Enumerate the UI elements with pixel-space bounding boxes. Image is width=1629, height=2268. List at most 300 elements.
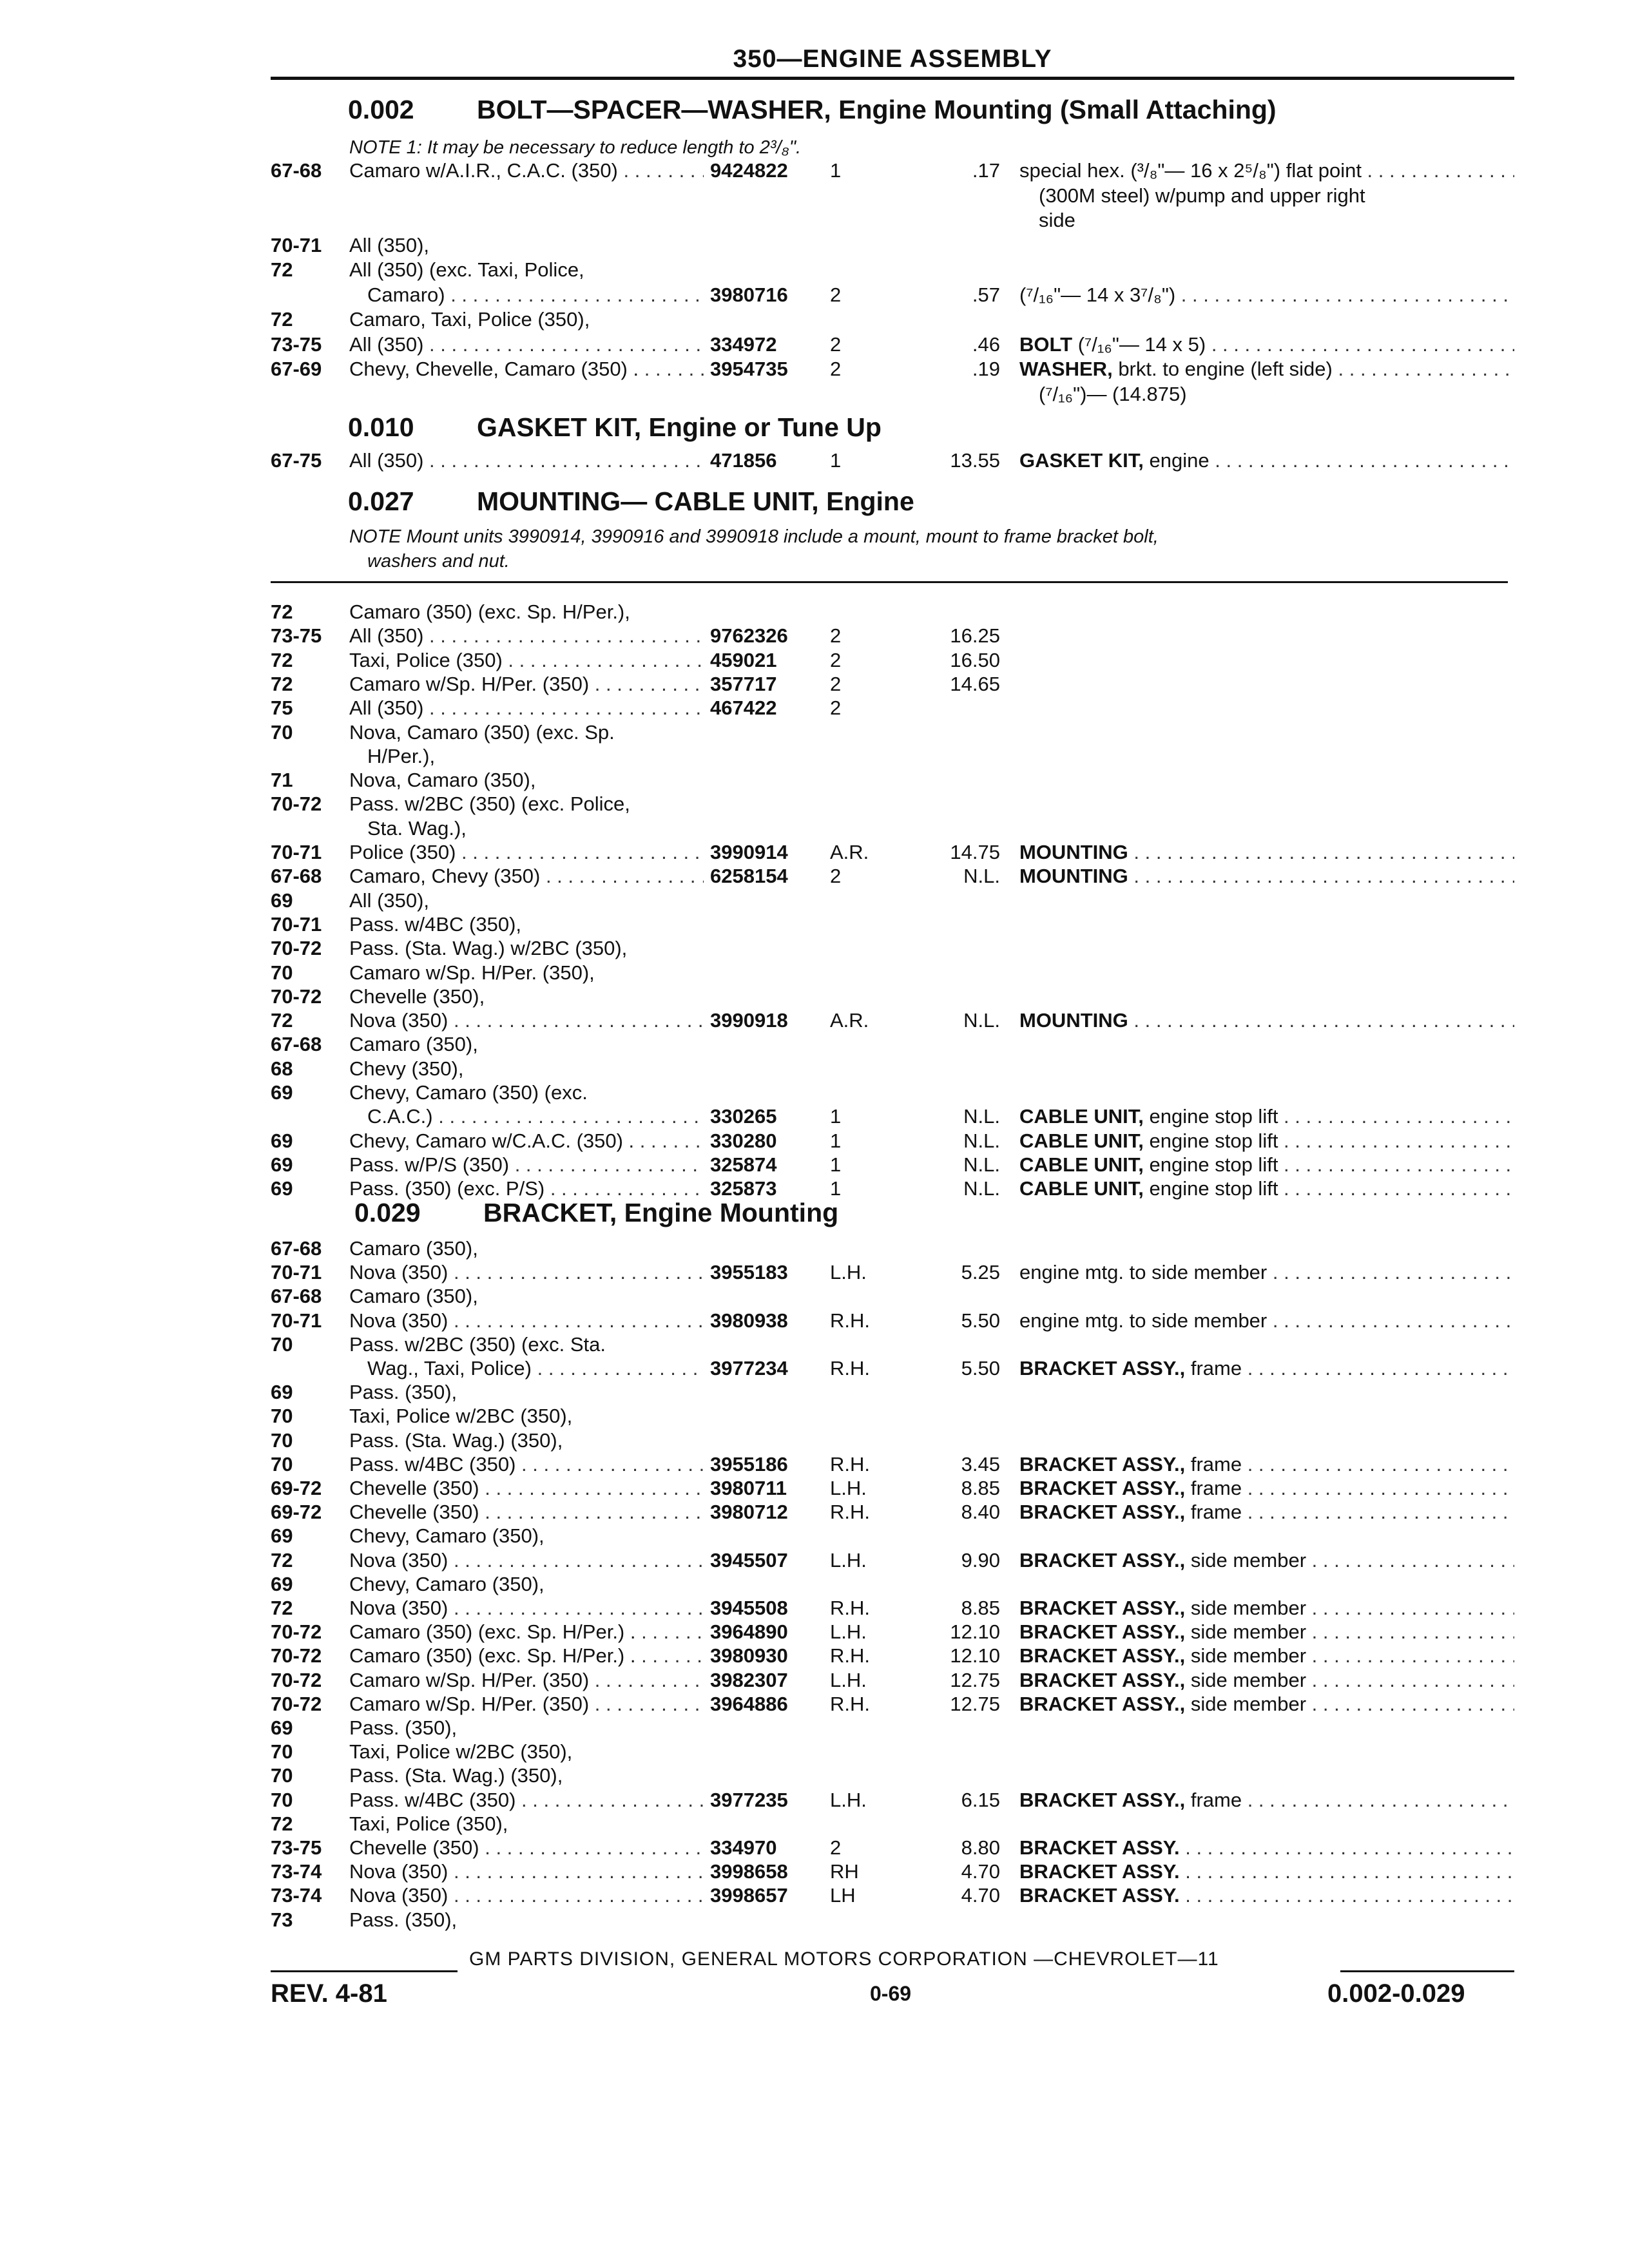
- model-year: 67-68: [271, 865, 322, 888]
- model-year: 70-72: [271, 1620, 322, 1644]
- part-number: 3977235: [710, 1788, 788, 1811]
- table-row: [271, 865, 1514, 889]
- table-row: [271, 1884, 1514, 1908]
- application-desc: Chevelle (350) . . .: [349, 1836, 704, 1860]
- remark: [1019, 1153, 1514, 1177]
- model-year: 71: [271, 769, 293, 792]
- remark-text: frame: [1190, 1452, 1242, 1475]
- price: N.L.: [963, 1153, 1000, 1176]
- application-desc: Taxi, Police (350),: [349, 1812, 508, 1835]
- page-range: 0.002-0.029: [1327, 1979, 1465, 2008]
- remark: [1019, 1860, 1514, 1883]
- application-desc: Pass. (350),: [349, 1381, 458, 1404]
- price: 13.55: [950, 449, 1000, 472]
- table-row: [271, 308, 1514, 332]
- application-desc: Nova (350) . . .: [349, 1597, 704, 1620]
- price: 14.65: [950, 672, 1000, 695]
- section-note: NOTE 1: It may be necessary to reduce length to 2³/₈".: [349, 137, 802, 158]
- quantity: A.R.: [830, 1009, 869, 1032]
- model-year: 70-71: [271, 841, 322, 863]
- page-title: 350—ENGINE ASSEMBLY: [733, 45, 1052, 73]
- quantity: 2: [830, 624, 842, 648]
- model-year: 72: [271, 672, 293, 695]
- application-desc: All (350) . . .: [349, 697, 704, 720]
- price: 5.50: [961, 1357, 1000, 1379]
- application-desc: Pass. (Sta. Wag.) w/2BC (350),: [349, 937, 628, 960]
- table-row: [271, 1764, 1514, 1788]
- model-year: 72: [271, 601, 293, 623]
- remark: [1019, 284, 1514, 307]
- remark-name: BRACKET ASSY.,: [1019, 1548, 1186, 1571]
- part-number: 3964890: [710, 1620, 788, 1644]
- part-number: 3977234: [710, 1357, 788, 1379]
- remark-continuation: (300M steel) w/pump and upper right: [1039, 184, 1365, 207]
- remark-name: BRACKET ASSY.,: [1019, 1501, 1186, 1524]
- quantity: R.H.: [830, 1452, 870, 1475]
- table-row: [271, 333, 1514, 357]
- application-desc: Pass. (350),: [349, 1908, 458, 1931]
- part-number: 9424822: [710, 159, 788, 182]
- table-row: [271, 913, 1514, 937]
- quantity: 2: [830, 283, 842, 306]
- remark-name: CABLE UNIT,: [1019, 1153, 1144, 1176]
- model-year: 73-75: [271, 1836, 322, 1859]
- application-desc: All (350),: [349, 233, 430, 256]
- application-desc: Pass. (350) (exc. P/S) . . .: [349, 1177, 704, 1200]
- application-desc: Camaro w/Sp. H/Per. (350),: [349, 961, 595, 984]
- price: N.L.: [963, 1177, 1000, 1200]
- quantity: L.H.: [830, 1477, 867, 1499]
- model-year: 73-74: [271, 1884, 322, 1907]
- application-desc: Wag., Taxi, Police) . . .: [367, 1357, 704, 1380]
- part-number: 471856: [710, 449, 777, 472]
- remark-name: BRACKET ASSY.,: [1019, 1692, 1186, 1715]
- table-row: [271, 1740, 1514, 1764]
- part-number: 3998658: [710, 1860, 788, 1883]
- application-desc: Camaro (350),: [349, 1285, 478, 1308]
- part-number: 6258154: [710, 865, 788, 888]
- application-desc: Pass. w/P/S (350) . . .: [349, 1153, 704, 1177]
- application-desc: All (350) . . .: [349, 624, 704, 648]
- part-number: 3982307: [710, 1668, 788, 1691]
- price: 8.40: [961, 1501, 1000, 1524]
- remark: [1019, 1009, 1514, 1032]
- model-year: 70-72: [271, 1668, 322, 1691]
- price: 6.15: [961, 1788, 1000, 1811]
- application-desc: Camaro w/Sp. H/Per. (350) . . .: [349, 673, 704, 696]
- application-desc: Pass. w/2BC (350) (exc. Sta.: [349, 1332, 606, 1356]
- price: 4.70: [961, 1884, 1000, 1907]
- price: N.L.: [963, 1105, 1000, 1128]
- quantity: 1: [830, 449, 842, 472]
- part-number: 325873: [710, 1177, 777, 1200]
- model-year: 70-72: [271, 985, 322, 1008]
- price: 12.75: [950, 1668, 1000, 1691]
- section-heading: [354, 1198, 838, 1228]
- quantity: 2: [830, 697, 842, 720]
- table-row: [271, 985, 1514, 1009]
- remark: [1019, 1789, 1514, 1812]
- table-row: [271, 1237, 1514, 1261]
- application-desc: Camaro (350),: [349, 1033, 478, 1056]
- table-row: [271, 1501, 1514, 1524]
- quantity: 1: [830, 1105, 842, 1128]
- remark-name: BRACKET ASSY.,: [1019, 1620, 1186, 1644]
- remark-text: side member: [1190, 1644, 1307, 1667]
- quantity: R.H.: [830, 1501, 870, 1524]
- application-desc: All (350) (exc. Taxi, Police,: [349, 258, 584, 281]
- remark-continuation: side: [1039, 209, 1075, 231]
- application-desc: Pass. w/4BC (350),: [349, 912, 522, 936]
- remark-name: BRACKET ASSY.,: [1019, 1788, 1186, 1811]
- part-number: 3980711: [710, 1477, 787, 1499]
- remark-name: BRACKET ASSY.,: [1019, 1452, 1186, 1475]
- remark-text: engine: [1149, 449, 1210, 472]
- remark: [1019, 333, 1514, 356]
- application-desc: Chevy (350),: [349, 1057, 464, 1080]
- model-year: 67-75: [271, 449, 322, 472]
- quantity: R.H.: [830, 1357, 870, 1379]
- quantity: 1: [830, 1177, 842, 1200]
- price: 12.10: [950, 1620, 1000, 1644]
- quantity: 1: [830, 1129, 842, 1152]
- remark-text: engine stop lift: [1149, 1129, 1278, 1152]
- quantity: 1: [830, 159, 842, 182]
- application-desc: Taxi, Police (350) . . .: [349, 649, 704, 672]
- model-year: 73-74: [271, 1860, 322, 1883]
- table-row: [271, 1381, 1514, 1405]
- price: .57: [972, 283, 1000, 306]
- remark: [1019, 1836, 1514, 1860]
- section-number: 0.010: [348, 412, 414, 442]
- price: .46: [972, 332, 1000, 356]
- model-year: 70: [271, 961, 293, 984]
- table-row: [271, 1261, 1514, 1285]
- footer-publisher: GM PARTS DIVISION, GENERAL MOTORS CORPORATION —CHEVROLET—11: [469, 1948, 1219, 1970]
- part-number: 325874: [710, 1153, 777, 1176]
- price: 16.50: [950, 648, 1000, 671]
- price: .17: [972, 159, 1000, 182]
- model-year: 69: [271, 1129, 293, 1152]
- remark-name: CABLE UNIT,: [1019, 1177, 1144, 1200]
- price: 8.85: [961, 1597, 1000, 1619]
- application-desc: Taxi, Police w/2BC (350),: [349, 1740, 573, 1763]
- remark-text: frame: [1190, 1477, 1242, 1499]
- application-desc: Chevy, Camaro (350) (exc.: [349, 1081, 588, 1104]
- remark-text: (⁷/₁₆"— 14 x 3⁷/₈"): [1019, 283, 1176, 306]
- remark-text: side member: [1190, 1692, 1307, 1715]
- table-row: [271, 1836, 1514, 1860]
- model-year: 72: [271, 308, 293, 331]
- price: N.L.: [963, 865, 1000, 888]
- model-year: 70-72: [271, 1692, 322, 1715]
- table-row: [271, 1357, 1514, 1381]
- remark-name: CABLE UNIT,: [1019, 1105, 1144, 1128]
- section-title: MOUNTING— CABLE UNIT, Engine: [477, 486, 914, 516]
- application-desc: Nova (350) . . .: [349, 1549, 704, 1572]
- table-row: [271, 1477, 1514, 1501]
- application-desc: Camaro, Chevy (350) . . .: [349, 865, 704, 888]
- table-row: [271, 601, 1514, 624]
- remark-name: GASKET KIT,: [1019, 449, 1144, 472]
- remark-text: engine stop lift: [1149, 1105, 1278, 1128]
- remark: [1019, 1501, 1514, 1524]
- model-year: 67-68: [271, 1285, 322, 1308]
- remark: [1019, 449, 1514, 472]
- table-row: [271, 673, 1514, 697]
- quantity: L.H.: [830, 1668, 867, 1691]
- model-year: 69: [271, 1524, 293, 1548]
- table-row: [271, 697, 1514, 720]
- model-year: 70-72: [271, 793, 322, 816]
- price: N.L.: [963, 1129, 1000, 1152]
- remark-name: CABLE UNIT,: [1019, 1129, 1144, 1152]
- application-desc: Camaro (350) (exc. Sp. H/Per.) . . . .: [349, 1644, 704, 1667]
- price: 5.50: [961, 1309, 1000, 1332]
- table-row: [271, 1153, 1514, 1177]
- section-title: GASKET KIT, Engine or Tune Up: [477, 412, 882, 442]
- table-row: [271, 159, 1514, 183]
- application-desc: Chevy, Camaro (350),: [349, 1572, 545, 1595]
- table-row: [271, 1573, 1514, 1597]
- application-desc: Pass. w/2BC (350) (exc. Police,: [349, 793, 630, 816]
- quantity: LH: [830, 1884, 856, 1907]
- price: 12.10: [950, 1644, 1000, 1667]
- part-number: 3954735: [710, 358, 788, 380]
- remark: [1019, 1597, 1514, 1620]
- part-number: 3990918: [710, 1009, 788, 1032]
- quantity: 1: [830, 1153, 842, 1176]
- table-row: [271, 721, 1514, 745]
- remark-name: BRACKET ASSY.,: [1019, 1668, 1186, 1691]
- price: N.L.: [963, 1009, 1000, 1032]
- quantity: L.H.: [830, 1788, 867, 1811]
- table-row: [271, 1429, 1514, 1453]
- application-desc: Camaro) . . .: [367, 284, 704, 307]
- model-year: 70: [271, 1740, 293, 1763]
- price: .19: [972, 358, 1000, 380]
- table-row: [271, 358, 1514, 381]
- part-number: 3980716: [710, 283, 788, 306]
- table-row: [271, 745, 1514, 769]
- table-row: [271, 1669, 1514, 1693]
- remark: [1019, 1129, 1514, 1153]
- part-number: 3990914: [710, 841, 788, 863]
- model-year: 69: [271, 1572, 293, 1595]
- section-note: washers and nut.: [367, 551, 510, 572]
- remark-name: WASHER,: [1019, 358, 1113, 380]
- page-number: 0-69: [870, 1982, 912, 2005]
- remark-text: side member: [1190, 1620, 1307, 1644]
- model-year: 69-72: [271, 1477, 322, 1499]
- price: 16.25: [950, 624, 1000, 648]
- remark-name: MOUNTING: [1019, 841, 1128, 863]
- model-year: 67-68: [271, 1033, 322, 1056]
- application-desc: Nova, Camaro (350) (exc. Sp.: [349, 720, 615, 744]
- part-number: 3980930: [710, 1644, 788, 1667]
- remark-text: frame: [1190, 1788, 1242, 1811]
- application-desc: Nova (350) . . .: [349, 1009, 704, 1032]
- model-year: 67-69: [271, 358, 322, 380]
- section-number: 0.027: [348, 486, 414, 516]
- quantity: RH: [830, 1860, 859, 1883]
- model-year: 72: [271, 1548, 293, 1571]
- section-title: BRACKET, Engine Mounting: [483, 1198, 839, 1227]
- table-row: [271, 1057, 1514, 1081]
- section-note: NOTE Mount units 3990914, 3990916 and 3990918 include a mount, mount to frame bracket bolt,: [349, 526, 1159, 547]
- model-year: 72: [271, 258, 293, 281]
- remark-name: BRACKET ASSY.,: [1019, 1357, 1186, 1379]
- part-number: 3955183: [710, 1261, 788, 1284]
- quantity: R.H.: [830, 1597, 870, 1619]
- remark: [1019, 358, 1514, 381]
- quantity: 2: [830, 672, 842, 695]
- application-desc: All (350) . . .: [349, 333, 704, 356]
- remark-name: BRACKET ASSY.: [1019, 1884, 1180, 1907]
- model-year: 69: [271, 889, 293, 912]
- model-year: 70: [271, 1332, 293, 1356]
- part-number: 3955186: [710, 1452, 788, 1475]
- application-desc: Pass. (350),: [349, 1716, 458, 1739]
- application-desc: H/Per.),: [367, 744, 436, 767]
- table-row: [271, 1033, 1514, 1057]
- model-year: 72: [271, 1009, 293, 1032]
- quantity: L.H.: [830, 1620, 867, 1644]
- part-number: 9762326: [710, 624, 788, 648]
- part-number: 3945507: [710, 1548, 788, 1571]
- price: 4.70: [961, 1860, 1000, 1883]
- application-desc: C.A.C.) . . .: [367, 1105, 704, 1128]
- footer-rule-left: [271, 1970, 458, 1972]
- remark-name: BRACKET ASSY.: [1019, 1860, 1180, 1883]
- part-number: 3980938: [710, 1309, 788, 1332]
- part-number: 3998657: [710, 1884, 788, 1907]
- application-desc: Chevelle (350) . . .: [349, 1501, 704, 1524]
- quantity: L.H.: [830, 1261, 867, 1284]
- model-year: 72: [271, 648, 293, 671]
- part-number: 330280: [710, 1129, 777, 1152]
- part-number: 357717: [710, 672, 777, 695]
- model-year: 70: [271, 1428, 293, 1452]
- model-year: 67-68: [271, 1237, 322, 1260]
- remark-text: side member: [1190, 1668, 1307, 1691]
- remark-name: BRACKET ASSY.,: [1019, 1644, 1186, 1667]
- model-year: 70-71: [271, 1309, 322, 1332]
- section-heading: [348, 412, 882, 443]
- section-number: 0.002: [348, 95, 414, 124]
- remark: [1019, 159, 1514, 182]
- application-desc: Nova (350) . . .: [349, 1309, 704, 1332]
- application-desc: Nova (350) . . .: [349, 1884, 704, 1907]
- remark: [1019, 1620, 1514, 1644]
- table-row: [271, 889, 1514, 913]
- remark-text: side member: [1190, 1597, 1307, 1619]
- section-number: 0.029: [354, 1198, 421, 1227]
- model-year: 70-72: [271, 937, 322, 960]
- remark-text: frame: [1190, 1357, 1242, 1379]
- model-year: 69-72: [271, 1501, 322, 1524]
- model-year: 70-71: [271, 912, 322, 936]
- part-number: 334972: [710, 332, 777, 356]
- remark: [1019, 1549, 1514, 1572]
- title-rule: [271, 77, 1514, 80]
- model-year: 70-72: [271, 1644, 322, 1667]
- application-desc: Pass. (Sta. Wag.) (350),: [349, 1428, 563, 1452]
- remark: [1019, 1477, 1514, 1500]
- table-row: [271, 1693, 1514, 1716]
- table-row: [271, 1333, 1514, 1357]
- remark: [1019, 1669, 1514, 1692]
- remark: [1019, 1693, 1514, 1716]
- remark-text: engine stop lift: [1149, 1153, 1278, 1176]
- application-desc: Chevelle (350),: [349, 985, 485, 1008]
- quantity: 2: [830, 865, 842, 888]
- model-year: 68: [271, 1057, 293, 1080]
- application-desc: Pass. w/4BC (350) . . .: [349, 1789, 704, 1812]
- application-desc: All (350),: [349, 889, 430, 912]
- table-row: [271, 258, 1514, 282]
- remark-text: frame: [1190, 1501, 1242, 1524]
- remark: [1019, 1309, 1514, 1332]
- table-row: [271, 649, 1514, 673]
- table-row: [271, 1009, 1514, 1033]
- part-number: 3964886: [710, 1692, 788, 1715]
- part-number: 330265: [710, 1105, 777, 1128]
- quantity: 2: [830, 648, 842, 671]
- quantity: A.R.: [830, 841, 869, 863]
- price: 14.75: [950, 841, 1000, 863]
- table-row: [271, 1812, 1514, 1836]
- application-desc: Camaro (350) (exc. Sp. H/Per.),: [349, 601, 630, 623]
- price: 9.90: [961, 1548, 1000, 1571]
- application-desc: Chevelle (350) . . .: [349, 1477, 704, 1500]
- table-row: [271, 1129, 1514, 1153]
- application-desc: Chevy, Chevelle, Camaro (350) . . . .: [349, 358, 704, 381]
- application-desc: Taxi, Police w/2BC (350),: [349, 1405, 573, 1428]
- model-year: 72: [271, 1597, 293, 1619]
- model-year: 70-71: [271, 1261, 322, 1284]
- model-year: 70: [271, 1452, 293, 1475]
- table-row: [271, 1597, 1514, 1620]
- application-desc: Camaro (350),: [349, 1237, 478, 1260]
- application-desc: Pass. (Sta. Wag.) (350),: [349, 1764, 563, 1787]
- remark: [1019, 1177, 1514, 1200]
- remark: [1019, 1644, 1514, 1667]
- table-row: [271, 1309, 1514, 1333]
- model-year: 70: [271, 1764, 293, 1787]
- model-year: 75: [271, 697, 293, 720]
- application-desc: Nova (350) . . .: [349, 1261, 704, 1284]
- part-number: 3945508: [710, 1597, 788, 1619]
- price: 8.85: [961, 1477, 1000, 1499]
- remark-text: engine mtg. to side member: [1019, 1261, 1268, 1284]
- table-row: [271, 769, 1514, 793]
- remark-text: engine stop lift: [1149, 1177, 1278, 1200]
- application-desc: Sta. Wag.),: [367, 816, 467, 840]
- price: 3.45: [961, 1452, 1000, 1475]
- application-desc: Nova (350) . . .: [349, 1860, 704, 1883]
- remark-text: (⁷/₁₆"— 14 x 5): [1077, 332, 1206, 356]
- application-desc: Camaro w/Sp. H/Per. (350) . . .: [349, 1669, 704, 1692]
- application-desc: Police (350) . . .: [349, 841, 704, 864]
- catalog-page: [271, 40, 1514, 2024]
- remark-name: BOLT: [1019, 332, 1073, 356]
- table-row: [271, 1644, 1514, 1668]
- application-desc: Chevy, Camaro w/C.A.C. (350) . . . .: [349, 1129, 704, 1153]
- table-row: [271, 624, 1514, 648]
- price: 8.80: [961, 1836, 1000, 1859]
- remark-continuation: (⁷/₁₆")— (14.875): [1039, 382, 1187, 405]
